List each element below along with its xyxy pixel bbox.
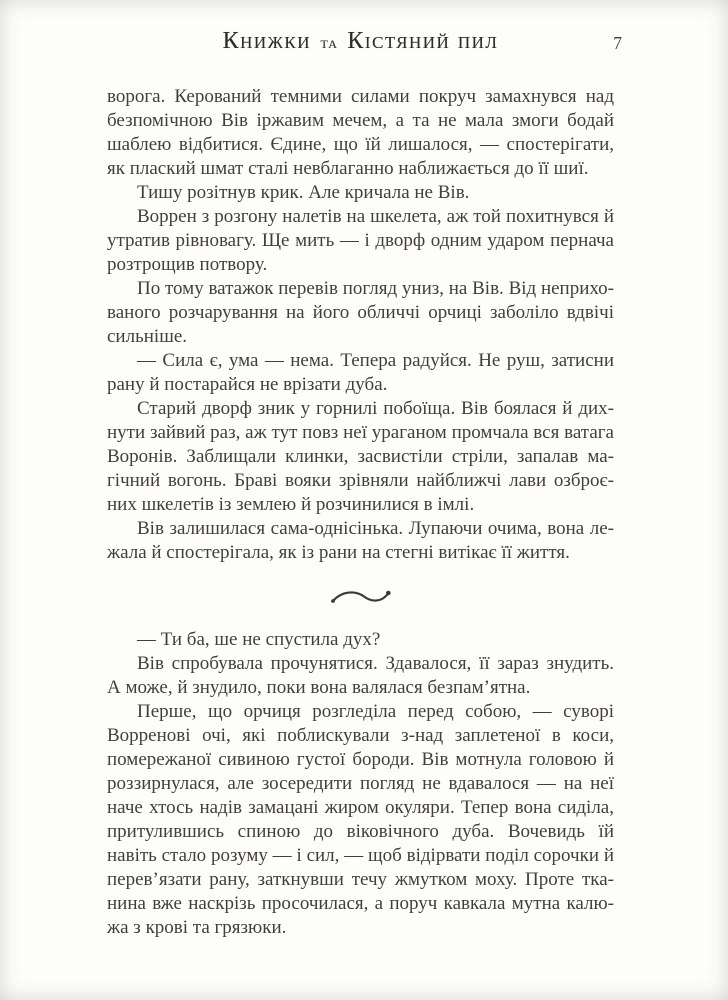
paragraph: — Ти ба, ше не спустила дух? <box>137 629 381 650</box>
paragraph: Перше, що орчиця розгледіла перед собою, — суворі Ворренові очі, які поблискували з-над заплетеної в коси, помережаної сивиною густої бороди. Вів мотнула головою й роззирнулася, але зосередити погляд не вдавалося — на неї наче хтось надів замацані жиром окуляри. Тепер вона сиділа, притулившись спиною до віковічного дуба. Вочевидь їй навіть стало розуму — і сил, — щоб відірвати поділ сорочки й перев’язати рану, заткнувши течу жмутком моху. Проте тканина вже наскрізь просочилася, а поруч кавкала мутна калюжа з крові та грязюки. <box>107 701 614 938</box>
running-title-main: Книжки <box>222 28 311 54</box>
paragraph: — Сила є, ума — нема. Тепера радуйся. Не руш, затисни рану й постарайся не врізати дуба. <box>107 350 614 395</box>
paragraph: По тому ватажок перевів погляд униз, на Вів. Від неприхованого розчарування на його обличчі орчиці заболіло вдвічі сильніше. <box>107 278 614 347</box>
paragraph: Вів спробувала прочунятися. Здавалося, її зараз знудить. А може, й знудило, поки вона валялася безпам’ятна. <box>107 653 614 698</box>
page-header <box>107 28 614 55</box>
paragraph: Тишу розітнув крик. Але кричала не Вів. <box>137 182 470 203</box>
page-number: 7 <box>613 33 622 53</box>
running-title-rest: Кістяний пил <box>347 28 499 54</box>
paragraph: Вів залишилася сама-однісінька. Лупаючи очима, вона лежала й спостерігала, як із рани на стегні витікає її життя. <box>107 518 614 563</box>
paragraph: Воррен з розгону налетів на шкелета, аж той похитнувся й утратив рівновагу. Ще мить — і дворф одним ударом пернача розтрощив потвору. <box>107 206 614 275</box>
text-section-before-break <box>107 85 614 565</box>
running-title-conjunction: та <box>320 33 338 52</box>
page-text <box>107 85 614 940</box>
scene-break <box>107 565 614 628</box>
running-title <box>223 28 499 55</box>
text-section-after-break <box>107 628 614 940</box>
swash-ornament-icon <box>329 588 393 606</box>
paragraph: ворога. Керований темними силами покруч замахнувся над безпомічною Вів іржавим мечем, а та не мала змоги бодай шаблею відбитися. Єдине, що їй лишалося, — спостерігати, як плаский шмат сталі невблаганно наближається до її шиї. <box>107 86 614 179</box>
paragraph: Старий дворф зник у горнилі побоїща. Вів боялася й дихнути зайвий раз, аж тут повз неї ураганом промчала вся ватага Воронів. Заблищали клинки, засвистіли стріли, запалав магічний вогонь. Браві вояки зрівняли найближчі лави озброєних шкелетів із землею й розчинилися в імлі. <box>107 398 614 515</box>
